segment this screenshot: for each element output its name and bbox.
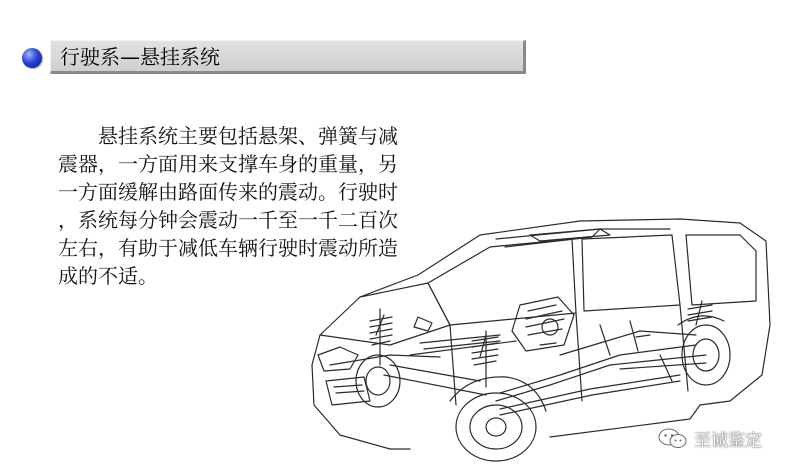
description-line: 一方面缓解由路面传来的震动。行驶时 <box>58 180 398 204</box>
description-line: 悬挂系统主要包括悬架、弹簧与减 <box>98 124 398 148</box>
watermark-text: 至诚鉴定 <box>694 431 762 451</box>
description-line: 成的不适。 <box>58 264 158 288</box>
section-title: 行驶系—悬挂系统 <box>60 45 220 69</box>
description-line: 震器，一方面用来支撑车身的重量，另 <box>58 152 398 176</box>
section-title-bar <box>50 40 526 74</box>
title-bullet-icon <box>22 48 42 68</box>
description-line: ，系统每分钟会震动一千至一千二百次 <box>58 208 398 232</box>
watermark <box>658 426 762 451</box>
description-line: 左右，有助于减低车辆行驶时震动所造 <box>58 236 398 260</box>
wechat-icon <box>658 428 688 450</box>
